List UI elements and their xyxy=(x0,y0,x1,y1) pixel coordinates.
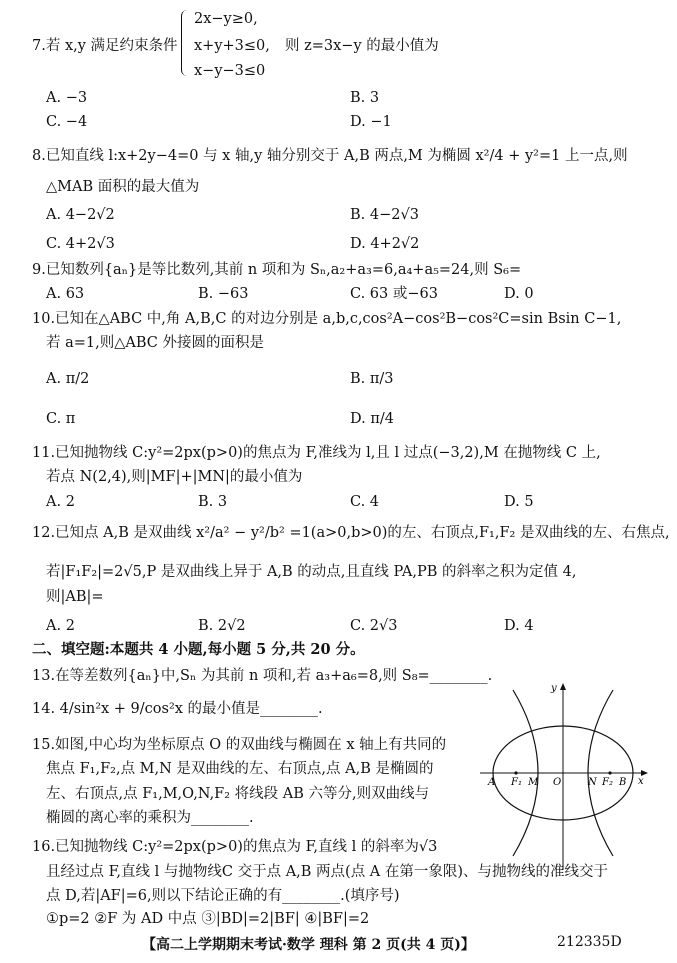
q15-line4: 椭圆的离心率的乘积为________. xyxy=(46,810,254,826)
q9-option-a: A. 63 xyxy=(46,286,85,302)
q14-text: 14. 4/sin²x + 9/cos²x 的最小值是________. xyxy=(32,701,323,717)
label-f1: F₁ xyxy=(511,777,522,788)
q15-figure xyxy=(478,680,648,875)
q15-line1: 15.如图,中心均为坐标原点 O 的双曲线与椭圆在 x 轴上有共同的 xyxy=(32,737,447,753)
q12-line2: 若|F₁F₂|=2√5,P 是双曲线上异于 A,B 的动点,且直线 PA,PB 的斜率之积为定值 4, xyxy=(46,564,577,580)
q13-text: 13.在等差数列{aₙ}中,Sₙ 为其前 n 项和,若 a₃+a₆=8,则 S₈=________. xyxy=(32,668,493,684)
section2-heading: 二、填空题:本题共 4 小题,每小题 5 分,共 20 分。 xyxy=(32,641,365,658)
label-b: B xyxy=(619,777,627,788)
footer-title: 【高二上学期期末考试·数学 理科 第 2 页(共 4 页)】 xyxy=(142,937,475,953)
q8-line1: 8.已知直线 l:x+2y−4=0 与 x 轴,y 轴分别交于 A,B 两点,M 为椭圆 x²/4 + y²=1 上一点,则 xyxy=(32,148,628,164)
q10-option-c: C. π xyxy=(46,411,76,427)
q8-option-c: C. 4+2√3 xyxy=(46,236,115,252)
q8-line2: △MAB 面积的最大值为 xyxy=(46,179,200,195)
label-f2: F₂ xyxy=(602,777,613,788)
q11-option-c: C. 4 xyxy=(350,494,380,510)
q10-option-a: A. π/2 xyxy=(46,371,90,387)
q7-option-a: A. −3 xyxy=(46,90,88,106)
q10-option-b: B. π/3 xyxy=(350,371,394,387)
q7-constraint-1: 2x−y≥0, xyxy=(194,11,258,27)
q12-option-b: B. 2√2 xyxy=(198,618,246,634)
q10-option-d: D. π/4 xyxy=(350,411,394,427)
footer-code: 212335D xyxy=(557,934,622,950)
label-n: N xyxy=(588,777,597,788)
q7-tail: 则 z=3x−y 的最小值为 xyxy=(285,38,439,54)
q12-option-d: D. 4 xyxy=(504,618,534,634)
q16-line1: 16.已知抛物线 C:y²=2px(p>0)的焦点为 F,直线 l 的斜率为√3 xyxy=(32,839,438,855)
q10-line2: 若 a=1,则△ABC 外接圆的面积是 xyxy=(46,335,264,351)
label-m: M xyxy=(528,777,539,788)
point-f2 xyxy=(608,771,611,774)
q12-option-c: C. 2√3 xyxy=(350,618,398,634)
q12-line3: 则|AB|= xyxy=(46,589,104,605)
q11-line1: 11.已知抛物线 C:y²=2px(p>0)的焦点为 F,准线为 l,且 l 过点(−3,2),M 在抛物线 C 上, xyxy=(32,445,601,461)
ellipse-hyperbola-diagram xyxy=(478,680,648,875)
point-f1 xyxy=(514,771,517,774)
q7-lead: 7.若 x,y 满足约束条件 xyxy=(32,38,178,54)
q7-brace xyxy=(181,10,190,76)
q9-option-d: D. 0 xyxy=(504,286,534,302)
label-o: O xyxy=(553,777,562,788)
q9-line1: 9.已知数列{aₙ}是等比数列,其前 n 项和为 Sₙ,a₂+a₃=6,a₄+a₅=24,则 S₆= xyxy=(32,262,522,278)
q12-line1: 12.已知点 A,B 是双曲线 x²/a² − y²/b² =1(a>0,b>0)的左、右顶点,F₁,F₂ 是双曲线的左、右焦点, xyxy=(32,525,670,541)
q8-option-d: D. 4+2√2 xyxy=(350,236,420,252)
q15-line2: 焦点 F₁,F₂,点 M,N 是双曲线的左、右顶点,点 A,B 是椭圆的 xyxy=(46,761,434,777)
q15-line3: 左、右顶点,点 F₁,M,O,N,F₂ 将线段 AB 六等分,则双曲线与 xyxy=(46,786,430,802)
q12-option-a: A. 2 xyxy=(46,618,75,634)
y-axis-arrow xyxy=(560,683,566,690)
q11-option-a: A. 2 xyxy=(46,494,75,510)
label-y: y xyxy=(551,683,557,694)
label-a: A xyxy=(488,777,496,788)
q8-option-a: A. 4−2√2 xyxy=(46,207,115,223)
q9-option-c: C. 63 或−63 xyxy=(350,286,438,302)
q16-line3: 点 D,若|AF|=6,则以下结论正确的有________.(填序号) xyxy=(46,888,400,904)
q10-line1: 10.已知在△ABC 中,角 A,B,C 的对边分别是 a,b,c,cos²A−cos²B−cos²C=sin Bsin C−1, xyxy=(32,311,622,327)
q7-constraint-3: x−y−3≤0 xyxy=(194,63,266,79)
q16-line4: ①p=2 ②F 为 AD 中点 ③|BD|=2|BF| ④|BF|=2 xyxy=(46,911,370,927)
q7-option-b: B. 3 xyxy=(350,90,380,106)
q11-option-d: D. 5 xyxy=(504,494,534,510)
q11-option-b: B. 3 xyxy=(198,494,228,510)
q16-line2: 且经过点 F,直线 l 与抛物线C 交于点 A,B 两点(点 A 在第一象限)、与抛物线的准线交于 xyxy=(46,864,609,880)
q9-option-b: B. −63 xyxy=(198,286,249,302)
q7-constraint-2: x+y+3≤0, xyxy=(194,38,270,54)
q11-line2: 若点 N(2,4),则|MF|+|MN|的最小值为 xyxy=(46,469,303,485)
q7-option-d: D. −1 xyxy=(350,114,392,130)
label-x: x xyxy=(638,776,644,787)
q7-option-c: C. −4 xyxy=(46,114,88,130)
q8-option-b: B. 4−2√3 xyxy=(350,207,419,223)
